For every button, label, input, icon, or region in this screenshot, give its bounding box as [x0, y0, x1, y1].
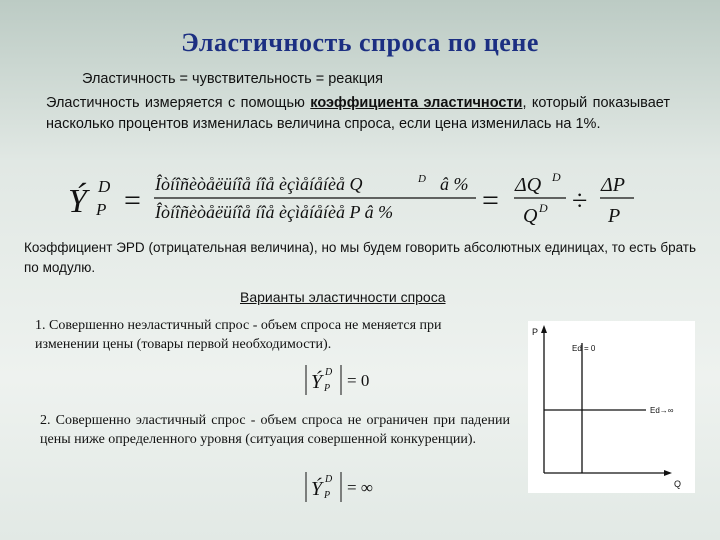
variant-item-2: 2. Совершенно эластичный спрос - объем спроса не ограничен при падении цены ниже определенного уровня (ситуация совершенной конкуренции). — [40, 413, 510, 447]
graph-y-label: P — [532, 327, 539, 337]
svg-text:P: P — [324, 490, 331, 501]
slide-title: Эластичность спроса по цене — [181, 28, 539, 57]
formula-divide: ÷ — [572, 186, 588, 217]
coefficient-paragraph: Коэффициент ЭPD (отрицательная величина), но мы будем говорить абсолютных единицах, то есть брать по модулю. — [24, 240, 696, 275]
definition-before: Эластичность измеряется с помощью — [46, 95, 311, 111]
definition-term: коэффициента эластичности — [310, 95, 523, 111]
formula-numerator-tail: â % — [440, 174, 469, 194]
graph-vertical-line-label: Ed = 0 — [572, 344, 596, 353]
formula-lhs-sup: D — [98, 177, 111, 196]
formula-lhs-symbol: Ý — [68, 183, 87, 220]
formula-frac1-den: Q — [523, 205, 538, 227]
variant-item-1: 1. Совершенно неэластичный спрос - объем спроса не меняется при изменении цены (товары первой необходимости). — [35, 318, 442, 352]
variants-heading: Варианты эластичности спроса — [240, 289, 446, 305]
formula-inelastic-value: = 0 — [347, 371, 370, 390]
graph-y-arrow — [541, 325, 547, 333]
formula-svg — [68, 168, 638, 232]
formula-numerator: Îòíîñèòåëüíîå íîå èçìåíåíèå Q — [155, 174, 363, 194]
formula-frac2-den: P — [608, 205, 621, 227]
formula-inelastic — [303, 363, 383, 397]
formula-denominator: Îòíîñèòåëüíîå íîå èçìåíåíèå P â % — [155, 202, 394, 222]
formula-frac2-num: ΔP — [601, 174, 625, 196]
definition-line: Эластичность = чувствительность = реакция — [82, 71, 384, 87]
formula-frac1-num: ΔQ — [515, 174, 542, 196]
formula-elastic-value: = ∞ — [347, 478, 373, 497]
formula-frac1-num-sup: D — [552, 170, 561, 184]
definition-after: , который показывает насколько процентов изменилась величина спроса, если цена изменилась на 1%. — [46, 95, 670, 132]
demand-graph-panel — [528, 321, 695, 493]
graph-x-arrow — [664, 470, 672, 476]
formula-mid-equals: = — [482, 184, 499, 217]
svg-text:P: P — [324, 383, 331, 394]
elasticity-formula — [68, 168, 638, 232]
formula-lhs-sub: P — [96, 200, 107, 219]
formula-elastic — [303, 470, 383, 504]
formula-equals: = — [124, 184, 141, 217]
svg-text:D: D — [325, 474, 333, 485]
svg-text:D: D — [325, 367, 333, 378]
demand-graph — [528, 321, 695, 493]
definition-paragraph — [46, 93, 670, 135]
graph-x-label: Q — [674, 479, 682, 489]
formula-numerator-sup: D — [418, 173, 426, 185]
graph-horizontal-line-label: Ed→∞ — [650, 406, 674, 415]
formula-frac1-den-sup: D — [539, 201, 548, 215]
svg-text:Ý: Ý — [311, 478, 323, 500]
svg-text:Ý: Ý — [311, 371, 323, 393]
